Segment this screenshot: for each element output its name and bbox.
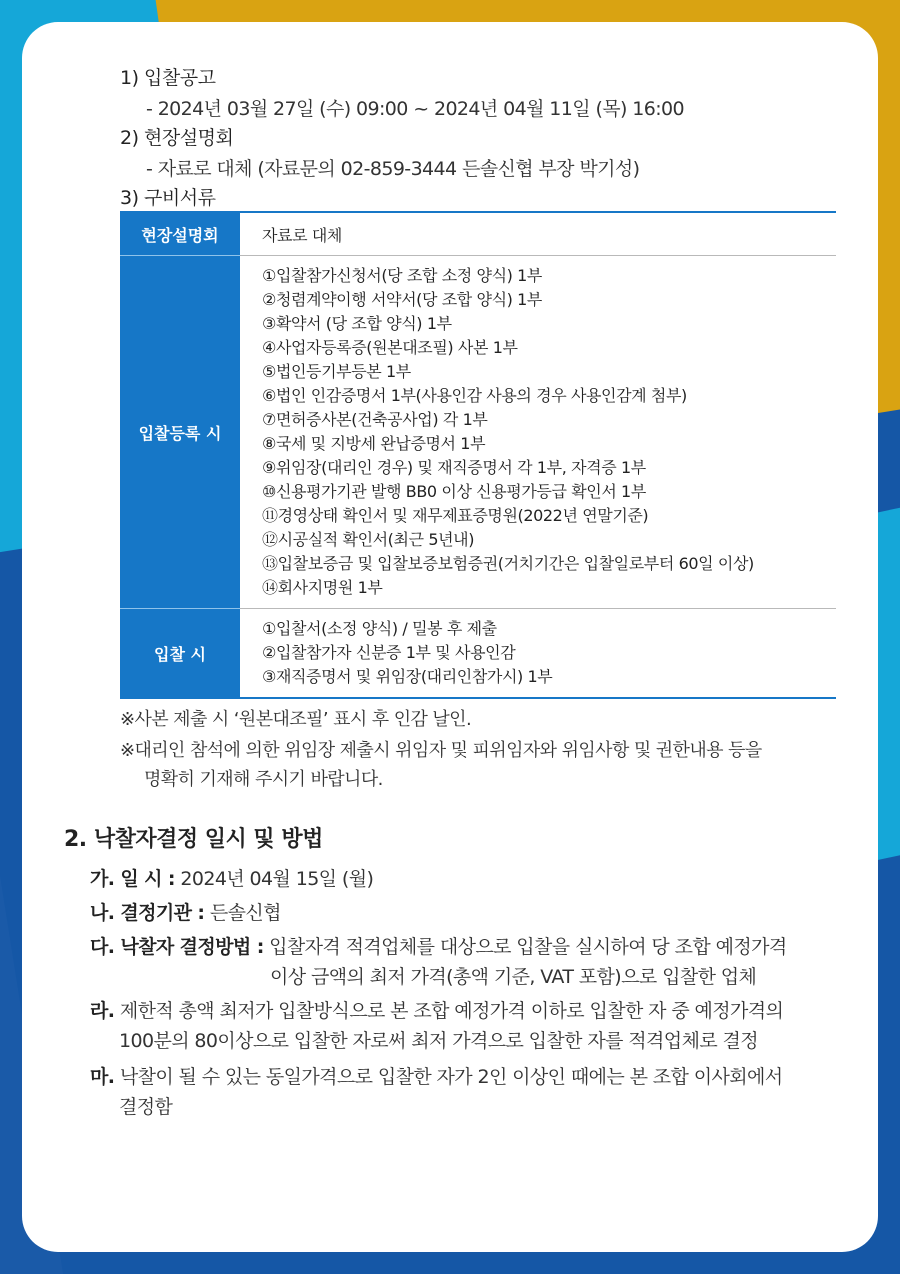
list-item: ③재직증명서 및 위임장(대리인참가시) 1부 <box>262 667 553 686</box>
section-title: 2. 낙찰자결정 일시 및 방법 <box>64 827 323 852</box>
item-label: 다. 낙찰자 결정방법 : <box>90 936 264 958</box>
list-item: ⑨위임장(대리인 경우) 및 재직증명서 각 1부, 자격증 1부 <box>262 458 646 477</box>
list-item: ⑬입찰보증금 및 입찰보증보험증권(거치기간은 입찰일로부터 60일 이상) <box>262 554 754 573</box>
item-da-line2: 이상 금액의 최저 가격(총액 기준, VAT 포함)으로 입찰한 업체 <box>270 966 757 988</box>
item-ma-line2: 결정함 <box>119 1096 173 1118</box>
note-copy-seal: ※사본 제출 시 ‘원본대조필’ 표시 후 인감 날인. <box>120 709 472 730</box>
heading-bid-notice: 1) 입찰공고 <box>120 67 216 89</box>
item-ma <box>90 1062 782 1089</box>
list-item: ⑦면허증사본(건축공사업) 각 1부 <box>262 410 488 429</box>
item-value: 제한적 총액 최저가 입찰방식으로 본 조합 예정가격 이하로 입찰한 자 중 예정가격의 <box>119 1000 784 1022</box>
table-row <box>120 212 836 256</box>
list-item: ⑩신용평가기관 발행 BB0 이상 신용평가등급 확인서 1부 <box>262 482 646 501</box>
table-header-cell: 입찰등록 시 <box>120 256 240 609</box>
table-value-cell <box>240 256 836 609</box>
item-label: 가. 일 시 : <box>90 868 175 890</box>
required-docs-table <box>120 211 836 699</box>
list-item: ⑪경영상태 확인서 및 재무제표증명원(2022년 연말기준) <box>262 506 649 525</box>
item-ra <box>90 996 783 1023</box>
note-proxy-line2: 명확히 기재해 주시기 바랍니다. <box>144 769 383 790</box>
item-ra-line2: 100분의 80이상으로 입찰한 자로써 최저 가격으로 입찰한 자를 적격업체로 결정 <box>119 1030 759 1052</box>
item-value: 든솔신협 <box>209 902 281 924</box>
bid-notice-period: - 2024년 03월 27일 (수) 09:00 ~ 2024년 04월 11일 (목) 16:00 <box>146 98 685 120</box>
item-value: 낙찰이 될 수 있는 동일가격으로 입찰한 자가 2인 이상인 때에는 본 조합 이사회에서 <box>119 1066 783 1088</box>
list-item: ②청렴계약이행 서약서(당 조합 양식) 1부 <box>262 290 542 309</box>
table-row <box>120 256 836 609</box>
list-item: ①입찰참가신청서(당 조합 소정 양식) 1부 <box>262 266 542 285</box>
document-card <box>22 22 878 1252</box>
doc-list <box>262 256 836 608</box>
heading-site-briefing: 2) 현장설명회 <box>120 127 234 149</box>
table-value-cell: 자료로 대체 <box>240 212 836 256</box>
table-row <box>120 609 836 699</box>
list-item: ⑭회사지명원 1부 <box>262 578 383 597</box>
list-item: ⑤법인등기부등본 1부 <box>262 362 411 381</box>
item-label: 나. 결정기관 : <box>90 902 205 924</box>
item-ga <box>90 864 373 891</box>
table-header-cell: 입찰 시 <box>120 609 240 699</box>
list-item: ⑧국세 및 지방세 완납증명서 1부 <box>262 434 486 453</box>
list-item: ④사업자등록증(원본대조필) 사본 1부 <box>262 338 518 357</box>
item-na <box>90 898 281 925</box>
item-label: 마. <box>90 1066 115 1088</box>
list-item: ②입찰참가자 신분증 1부 및 사용인감 <box>262 643 516 662</box>
list-item: ③확약서 (당 조합 양식) 1부 <box>262 314 452 333</box>
note-proxy-line1: ※대리인 참석에 의한 위임장 제출시 위임자 및 피위임자와 위임사항 및 권한내용 등을 <box>120 740 762 761</box>
heading-required-docs: 3) 구비서류 <box>120 187 216 209</box>
item-label: 라. <box>90 1000 115 1022</box>
item-value: 입찰자격 적격업체를 대상으로 입찰을 실시하여 당 조합 예정가격 <box>269 936 787 958</box>
list-item: ①입찰서(소정 양식) / 밀봉 후 제출 <box>262 619 497 638</box>
list-item: ⑥법인 인감증명서 1부(사용인감 사용의 경우 사용인감계 첨부) <box>262 386 687 405</box>
doc-list <box>262 609 836 697</box>
list-item: ⑫시공실적 확인서(최근 5년내) <box>262 530 475 549</box>
item-da <box>90 932 787 959</box>
table-value-cell <box>240 609 836 699</box>
site-briefing-detail: - 자료로 대체 (자료문의 02-859-3444 든솔신협 부장 박기성) <box>146 158 640 180</box>
item-value: 2024년 04월 15일 (월) <box>180 868 374 890</box>
table-header-cell: 현장설명회 <box>120 212 240 256</box>
